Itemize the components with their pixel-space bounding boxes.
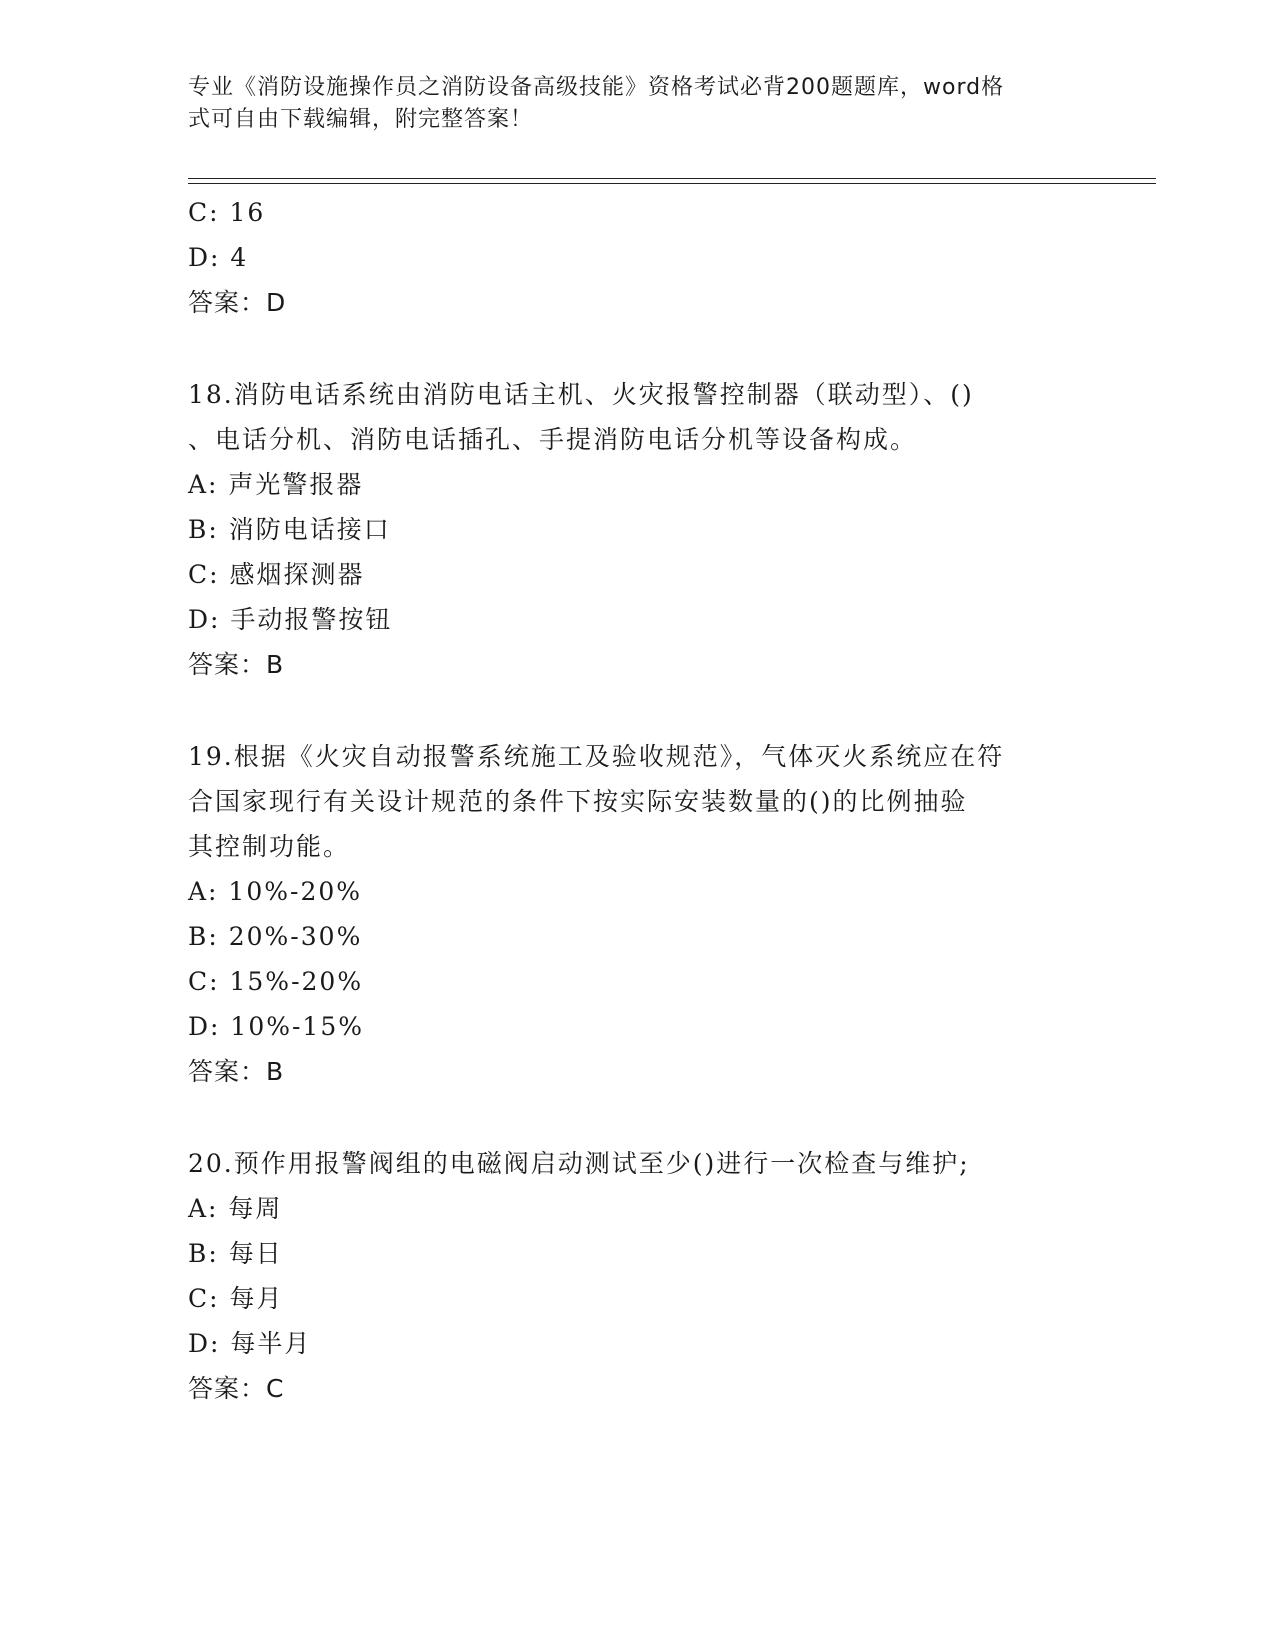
header-line-1: 专业《消防设施操作员之消防设备高级技能》资格考试必背200题题库，word格 [188,75,1005,100]
option-a: A: 10%-20% [188,877,363,906]
question-stem-line: 18.消防电话系统由消防电话主机、火灾报警控制器（联动型）、() [188,380,974,409]
question-17-tail [188,190,1088,325]
option-a: A: 每周 [188,1194,283,1223]
question-stem-line: 、电话分机、消防电话插孔、手提消防电话分机等设备构成。 [188,425,918,454]
answer-line: 答案：B [188,1057,285,1086]
spacer [188,1094,1088,1141]
option-c: C: 16 [188,198,266,227]
option-c: C: 每月 [188,1284,284,1313]
header-divider-top [188,178,1156,179]
option-b: B: 每日 [188,1239,283,1268]
question-stem-line: 合国家现行有关设计规范的条件下按实际安装数量的()的比例抽验 [188,787,968,816]
option-d: D: 手动报警按钮 [188,605,393,634]
question-stem-line: 其控制功能。 [188,832,351,861]
option-d: D: 4 [188,243,249,272]
answer-line: 答案：C [188,1374,285,1403]
spacer [188,325,1088,372]
question-list [188,190,1088,1411]
option-a: A: 声光警报器 [188,470,364,499]
question-stem-line: 19.根据《火灾自动报警系统施工及验收规范》，气体灭火系统应在符 [188,742,1005,771]
header-divider-bottom [188,183,1156,184]
option-d: D: 每半月 [188,1329,312,1358]
question-19 [188,734,1088,1094]
option-c: C: 感烟探测器 [188,560,365,589]
answer-line: 答案：D [188,288,287,317]
option-b: B: 消防电话接口 [188,515,391,544]
question-18 [188,372,1088,687]
header-line-2: 式可自由下载编辑，附完整答案！ [188,107,534,132]
option-b: B: 20%-30% [188,922,363,951]
question-stem-line: 20.预作用报警阀组的电磁阀启动测试至少()进行一次检查与维护; [188,1149,970,1178]
page-header [188,72,1068,136]
question-20 [188,1141,1088,1411]
answer-line: 答案：B [188,650,285,679]
spacer [188,687,1088,734]
option-d: D: 10%-15% [188,1012,364,1041]
option-c: C: 15%-20% [188,967,364,996]
